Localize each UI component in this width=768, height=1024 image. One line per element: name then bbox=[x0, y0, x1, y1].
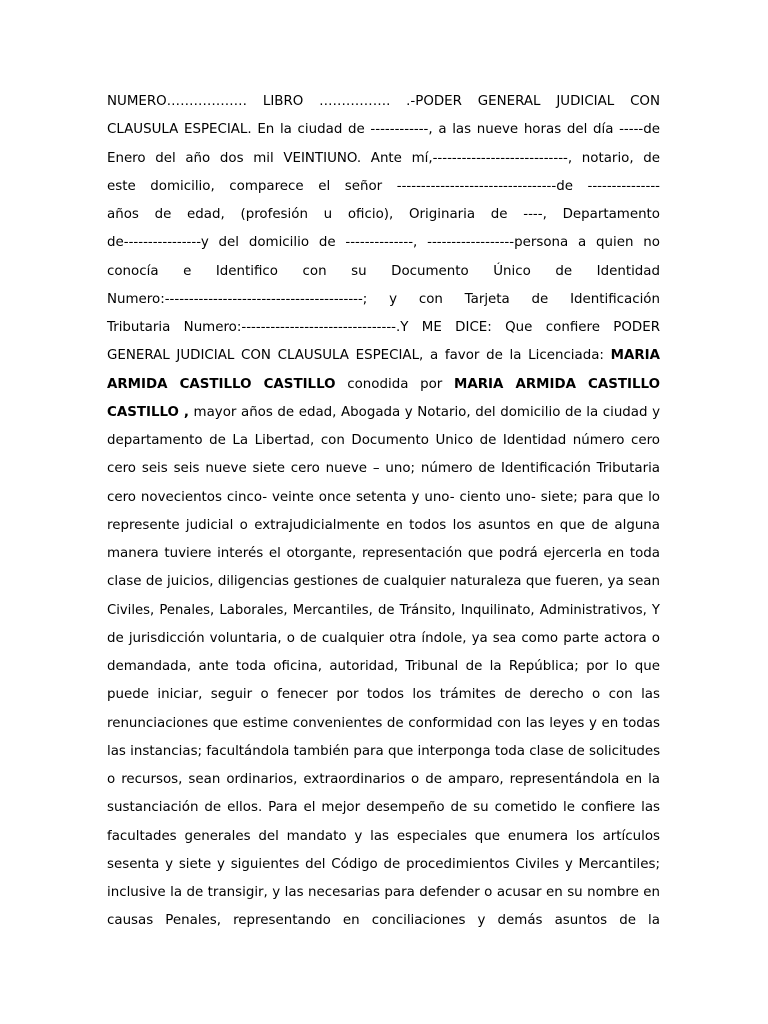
bold-text-segment: CASTILLO , bbox=[107, 404, 189, 420]
text-line bbox=[107, 371, 660, 399]
text-segment: las instancias; facultándola también para que interponga toda clase de solicitudes bbox=[107, 743, 661, 759]
text-segment: inclusive la de transigir, y las necesarias para defender o acusar en su nombre en bbox=[107, 885, 660, 900]
document-body bbox=[107, 88, 660, 936]
text-segment: manera tuviere interés el otorgante, representación que podrá ejercerla en toda bbox=[107, 546, 660, 561]
text-segment: demandada, ante toda oficina, autoridad, Tribunal de la República; por lo que bbox=[107, 659, 660, 674]
bold-text-segment: MARIA ARMIDA CASTILLO bbox=[454, 376, 660, 392]
text-segment: de----------------y del domicilio de --------------, ------------------persona a quien no bbox=[107, 235, 660, 251]
text-segment: o recursos, sean ordinarios, extraordinarios o de amparo, representándola en la bbox=[107, 772, 660, 787]
text-segment: NUMERO……………… LIBRO ……………. .-PODER GENERAL JUDICIAL CON bbox=[107, 94, 660, 109]
text-segment: Numero:-----------------------------------------; y con Tarjeta de Identificación bbox=[107, 291, 660, 307]
text-segment: cero novecientos cinco- veinte once setenta y uno- ciento uno- siete; para que lo bbox=[107, 489, 660, 505]
text-line bbox=[107, 681, 660, 709]
text-line bbox=[107, 427, 660, 455]
text-line bbox=[107, 484, 660, 512]
text-line bbox=[107, 794, 660, 822]
text-segment: años de edad, (profesión u oficio), Originaria de ----, Departamento bbox=[107, 207, 660, 222]
text-segment: departamento de La Libertad, con Documento Unico de Identidad número cero bbox=[107, 433, 660, 448]
text-segment: Tributaria Numero:--------------------------------.Y ME DICE: Que confiere PODER bbox=[107, 320, 660, 335]
text-segment: mayor años de edad, Abogada y Notario, del domicilio de la ciudad y bbox=[188, 404, 661, 420]
text-line bbox=[107, 512, 660, 540]
text-segment: Enero del año dos mil VEINTIUNO. Ante mí,----------------------------, notario, de bbox=[107, 150, 660, 166]
bold-text-segment: ARMIDA CASTILLO CASTILLO bbox=[107, 376, 336, 392]
text-line bbox=[107, 455, 660, 483]
text-line bbox=[107, 314, 660, 342]
text-line bbox=[107, 879, 660, 907]
text-segment: este domicilio, comparece el señor ---------------------------------de --------------- bbox=[107, 178, 660, 194]
text-line bbox=[107, 229, 660, 257]
text-segment: facultades generales del mandato y las especiales que enumera los artículos bbox=[107, 828, 660, 844]
text-line bbox=[107, 540, 660, 568]
text-line bbox=[107, 625, 660, 653]
text-segment: CLAUSULA ESPECIAL. En la ciudad de ------------, a las nueve horas del día -----de bbox=[107, 122, 660, 138]
text-line bbox=[107, 766, 660, 794]
text-segment: conocía e Identifico con su Documento Único de Identidad bbox=[107, 263, 660, 279]
bold-text-segment: MARIA bbox=[610, 348, 660, 364]
text-segment: represente judicial o extrajudicialmente en todos los asuntos en que de alguna bbox=[107, 517, 660, 533]
text-segment: Civiles, Penales, Laborales, Mercantiles, de Tránsito, Inquilinato, Administrativos, Y bbox=[107, 602, 660, 618]
text-line bbox=[107, 399, 660, 427]
text-segment: puede iniciar, seguir o fenecer por todos los trámites de derecho o con las bbox=[107, 687, 660, 703]
text-segment: sustanciación de ellos. Para el mejor desempeño de su cometido le confiere las bbox=[107, 800, 660, 816]
text-line bbox=[107, 568, 660, 596]
text-line bbox=[107, 88, 660, 116]
text-segment: clase de juicios, diligencias gestiones de cualquier naturaleza que fueren, ya sean bbox=[107, 574, 660, 590]
text-line bbox=[107, 201, 660, 229]
text-line bbox=[107, 597, 660, 625]
text-line bbox=[107, 907, 660, 935]
text-segment: GENERAL JUDICIAL CON CLAUSULA ESPECIAL, a favor de la Licenciada: bbox=[107, 348, 611, 364]
text-line bbox=[107, 653, 660, 681]
text-line bbox=[107, 710, 660, 738]
text-line bbox=[107, 145, 660, 173]
text-line bbox=[107, 116, 660, 144]
text-line bbox=[107, 851, 660, 879]
text-segment: cero seis seis nueve siete cero nueve – uno; número de Identificación Tributaria bbox=[107, 461, 660, 477]
text-line bbox=[107, 823, 660, 851]
text-line bbox=[107, 173, 660, 201]
text-line bbox=[107, 738, 660, 766]
text-line bbox=[107, 258, 660, 286]
text-segment: conodida por bbox=[335, 376, 455, 392]
text-segment: causas Penales, representando en conciliaciones y demás asuntos de la bbox=[107, 913, 660, 929]
text-line bbox=[107, 286, 660, 314]
text-line bbox=[107, 342, 660, 370]
text-segment: de jurisdicción voluntaria, o de cualquier otra índole, ya sea como parte actora o bbox=[107, 630, 660, 646]
text-segment: renunciaciones que estime convenientes de conformidad con las leyes y en todas bbox=[107, 715, 660, 731]
text-segment: sesenta y siete y siguientes del Código de procedimientos Civiles y Mercantiles; bbox=[107, 856, 660, 872]
